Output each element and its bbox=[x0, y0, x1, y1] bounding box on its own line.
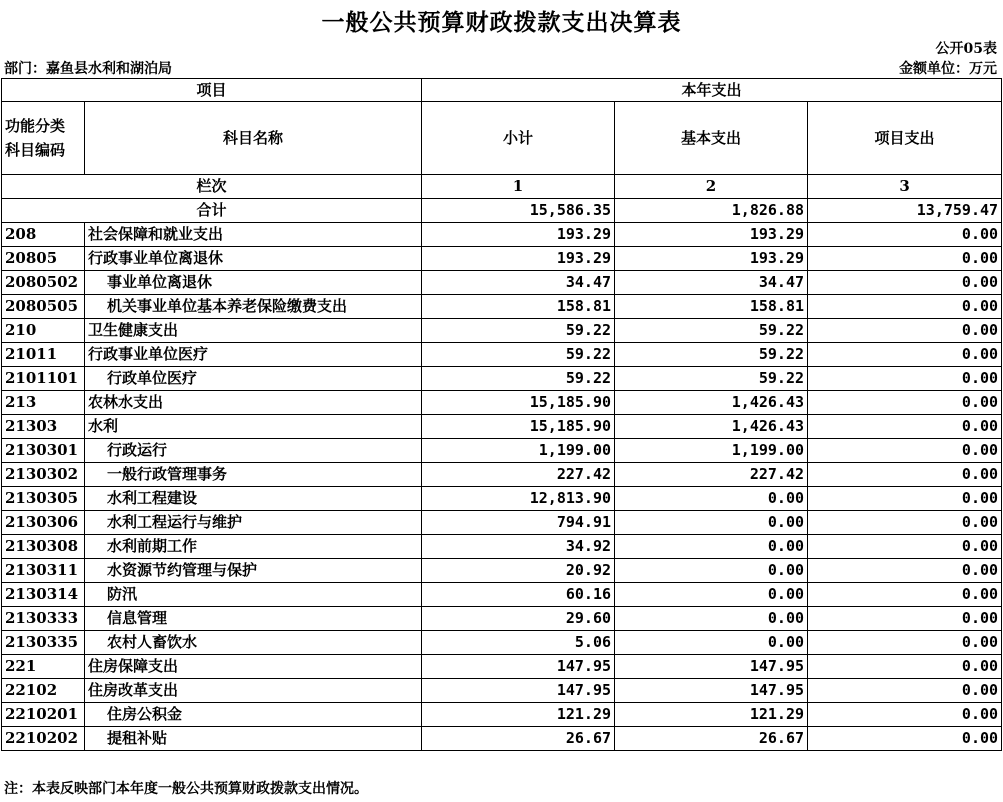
project-cell: 0.00 bbox=[808, 295, 1002, 319]
project-cell: 0.00 bbox=[808, 463, 1002, 487]
subtotal-cell: 15,185.90 bbox=[422, 415, 615, 439]
code-cell: 2130311 bbox=[2, 559, 85, 583]
basic-cell: 0.00 bbox=[615, 607, 808, 631]
basic-cell: 227.42 bbox=[615, 463, 808, 487]
code-cell: 2210202 bbox=[2, 727, 85, 751]
basic-cell: 1,199.00 bbox=[615, 439, 808, 463]
subtotal-cell: 227.42 bbox=[422, 463, 615, 487]
code-cell: 2210201 bbox=[2, 703, 85, 727]
code-cell: 2130306 bbox=[2, 511, 85, 535]
subtotal-cell: 59.22 bbox=[422, 367, 615, 391]
code-cell: 2101101 bbox=[2, 367, 85, 391]
basic-cell: 147.95 bbox=[615, 655, 808, 679]
project-cell: 0.00 bbox=[808, 583, 1002, 607]
code-cell: 2130302 bbox=[2, 463, 85, 487]
table-row bbox=[2, 583, 1002, 607]
subject-name-cell: 提租补贴 bbox=[85, 727, 422, 751]
subtotal-cell: 20.92 bbox=[422, 559, 615, 583]
project-cell: 0.00 bbox=[808, 319, 1002, 343]
expenditure-table bbox=[1, 78, 1002, 751]
subject-name-cell: 行政事业单位医疗 bbox=[85, 343, 422, 367]
project-cell: 0.00 bbox=[808, 679, 1002, 703]
subtotal-cell: 147.95 bbox=[422, 679, 615, 703]
project-cell: 0.00 bbox=[808, 535, 1002, 559]
code-cell: 2130333 bbox=[2, 607, 85, 631]
subtotal-cell: 1,199.00 bbox=[422, 439, 615, 463]
code-cell: 21303 bbox=[2, 415, 85, 439]
project-cell: 0.00 bbox=[808, 559, 1002, 583]
table-row bbox=[2, 679, 1002, 703]
subject-name-cell: 卫生健康支出 bbox=[85, 319, 422, 343]
code-cell: 2130308 bbox=[2, 535, 85, 559]
subtotal-cell: 29.60 bbox=[422, 607, 615, 631]
table-row bbox=[2, 247, 1002, 271]
basic-cell: 0.00 bbox=[615, 583, 808, 607]
project-cell: 0.00 bbox=[808, 247, 1002, 271]
subtotal-cell: 794.91 bbox=[422, 511, 615, 535]
basic-cell: 121.29 bbox=[615, 703, 808, 727]
header-project-expenditure: 项目支出 bbox=[808, 102, 1002, 175]
table-row bbox=[2, 631, 1002, 655]
total-project: 13,759.47 bbox=[808, 199, 1002, 223]
subtotal-cell: 158.81 bbox=[422, 295, 615, 319]
code-cell: 2130314 bbox=[2, 583, 85, 607]
code-cell: 2130301 bbox=[2, 439, 85, 463]
subtotal-cell: 59.22 bbox=[422, 343, 615, 367]
project-cell: 0.00 bbox=[808, 727, 1002, 751]
table-row bbox=[2, 463, 1002, 487]
table-row bbox=[2, 487, 1002, 511]
code-cell: 221 bbox=[2, 655, 85, 679]
project-cell: 0.00 bbox=[808, 655, 1002, 679]
header-col3: 3 bbox=[808, 175, 1002, 199]
subject-name-cell: 水资源节约管理与保护 bbox=[85, 559, 422, 583]
subject-name-cell: 水利工程建设 bbox=[85, 487, 422, 511]
subject-name-cell: 住房公积金 bbox=[85, 703, 422, 727]
table-row bbox=[2, 439, 1002, 463]
table-row bbox=[2, 271, 1002, 295]
subject-name-cell: 水利前期工作 bbox=[85, 535, 422, 559]
subject-name-cell: 农村人畜饮水 bbox=[85, 631, 422, 655]
table-row bbox=[2, 607, 1002, 631]
code-cell: 2080502 bbox=[2, 271, 85, 295]
table-row bbox=[2, 511, 1002, 535]
basic-cell: 59.22 bbox=[615, 319, 808, 343]
basic-cell: 193.29 bbox=[615, 223, 808, 247]
project-cell: 0.00 bbox=[808, 511, 1002, 535]
subtotal-cell: 193.29 bbox=[422, 247, 615, 271]
project-cell: 0.00 bbox=[808, 415, 1002, 439]
header-function-class-line2: 科目编码 bbox=[5, 141, 66, 159]
subject-name-cell: 行政运行 bbox=[85, 439, 422, 463]
subject-name-cell: 机关事业单位基本养老保险缴费支出 bbox=[85, 295, 422, 319]
table-row bbox=[2, 319, 1002, 343]
table-row bbox=[2, 367, 1002, 391]
department-label: 部门：嘉鱼县水利和湖泊局 bbox=[4, 61, 172, 77]
project-cell: 0.00 bbox=[808, 487, 1002, 511]
table-row bbox=[2, 295, 1002, 319]
basic-cell: 0.00 bbox=[615, 631, 808, 655]
header-column-index: 栏次 bbox=[2, 175, 422, 199]
project-cell: 0.00 bbox=[808, 607, 1002, 631]
header-function-class-code bbox=[2, 102, 85, 175]
table-row bbox=[2, 703, 1002, 727]
total-subtotal: 15,586.35 bbox=[422, 199, 615, 223]
code-cell: 213 bbox=[2, 391, 85, 415]
basic-cell: 59.22 bbox=[615, 367, 808, 391]
subject-name-cell: 事业单位离退休 bbox=[85, 271, 422, 295]
basic-cell: 1,426.43 bbox=[615, 391, 808, 415]
subject-name-cell: 一般行政管理事务 bbox=[85, 463, 422, 487]
subtotal-cell: 34.47 bbox=[422, 271, 615, 295]
header-col1: 1 bbox=[422, 175, 615, 199]
subject-name-cell: 行政事业单位离退休 bbox=[85, 247, 422, 271]
table-row bbox=[2, 415, 1002, 439]
table-row bbox=[2, 727, 1002, 751]
basic-cell: 1,426.43 bbox=[615, 415, 808, 439]
subtotal-cell: 12,813.90 bbox=[422, 487, 615, 511]
form-number: 公开05表 bbox=[935, 41, 997, 57]
code-cell: 2130335 bbox=[2, 631, 85, 655]
subject-name-cell: 住房保障支出 bbox=[85, 655, 422, 679]
subtotal-cell: 147.95 bbox=[422, 655, 615, 679]
table-row bbox=[2, 223, 1002, 247]
subtotal-cell: 193.29 bbox=[422, 223, 615, 247]
total-label: 合计 bbox=[2, 199, 422, 223]
table-row bbox=[2, 535, 1002, 559]
total-row bbox=[2, 199, 1002, 223]
code-cell: 208 bbox=[2, 223, 85, 247]
subject-name-cell: 社会保障和就业支出 bbox=[85, 223, 422, 247]
project-cell: 0.00 bbox=[808, 439, 1002, 463]
subject-name-cell: 行政单位医疗 bbox=[85, 367, 422, 391]
project-cell: 0.00 bbox=[808, 343, 1002, 367]
code-cell: 22102 bbox=[2, 679, 85, 703]
table-row bbox=[2, 655, 1002, 679]
subject-name-cell: 水利 bbox=[85, 415, 422, 439]
code-cell: 20805 bbox=[2, 247, 85, 271]
code-cell: 2130305 bbox=[2, 487, 85, 511]
subtotal-cell: 34.92 bbox=[422, 535, 615, 559]
project-cell: 0.00 bbox=[808, 631, 1002, 655]
page-title: 一般公共预算财政拨款支出决算表 bbox=[321, 9, 682, 36]
code-cell: 2080505 bbox=[2, 295, 85, 319]
project-cell: 0.00 bbox=[808, 391, 1002, 415]
header-item: 项目 bbox=[2, 79, 422, 102]
basic-cell: 34.47 bbox=[615, 271, 808, 295]
project-cell: 0.00 bbox=[808, 223, 1002, 247]
header-subtotal: 小计 bbox=[422, 102, 615, 175]
project-cell: 0.00 bbox=[808, 703, 1002, 727]
subtotal-cell: 15,185.90 bbox=[422, 391, 615, 415]
basic-cell: 147.95 bbox=[615, 679, 808, 703]
subtotal-cell: 59.22 bbox=[422, 319, 615, 343]
code-cell: 21011 bbox=[2, 343, 85, 367]
header-col2: 2 bbox=[615, 175, 808, 199]
project-cell: 0.00 bbox=[808, 367, 1002, 391]
table-row bbox=[2, 559, 1002, 583]
header-current-year: 本年支出 bbox=[422, 79, 1002, 102]
basic-cell: 26.67 bbox=[615, 727, 808, 751]
table-row bbox=[2, 391, 1002, 415]
subject-name-cell: 防汛 bbox=[85, 583, 422, 607]
subtotal-cell: 5.06 bbox=[422, 631, 615, 655]
header-basic-expenditure: 基本支出 bbox=[615, 102, 808, 175]
basic-cell: 0.00 bbox=[615, 559, 808, 583]
project-cell: 0.00 bbox=[808, 271, 1002, 295]
subject-name-cell: 水利工程运行与维护 bbox=[85, 511, 422, 535]
table-row bbox=[2, 343, 1002, 367]
header-subject-name: 科目名称 bbox=[85, 102, 422, 175]
amount-unit-label: 金额单位：万元 bbox=[899, 61, 997, 77]
basic-cell: 0.00 bbox=[615, 511, 808, 535]
header-function-class-line1: 功能分类 bbox=[5, 117, 66, 135]
basic-cell: 0.00 bbox=[615, 487, 808, 511]
basic-cell: 0.00 bbox=[615, 535, 808, 559]
total-basic: 1,826.88 bbox=[615, 199, 808, 223]
subject-name-cell: 信息管理 bbox=[85, 607, 422, 631]
subtotal-cell: 60.16 bbox=[422, 583, 615, 607]
basic-cell: 158.81 bbox=[615, 295, 808, 319]
subtotal-cell: 121.29 bbox=[422, 703, 615, 727]
subject-name-cell: 住房改革支出 bbox=[85, 679, 422, 703]
basic-cell: 193.29 bbox=[615, 247, 808, 271]
subject-name-cell: 农林水支出 bbox=[85, 391, 422, 415]
footnote: 注：本表反映部门本年度一般公共预算财政拨款支出情况。 bbox=[4, 781, 368, 797]
code-cell: 210 bbox=[2, 319, 85, 343]
basic-cell: 59.22 bbox=[615, 343, 808, 367]
subtotal-cell: 26.67 bbox=[422, 727, 615, 751]
